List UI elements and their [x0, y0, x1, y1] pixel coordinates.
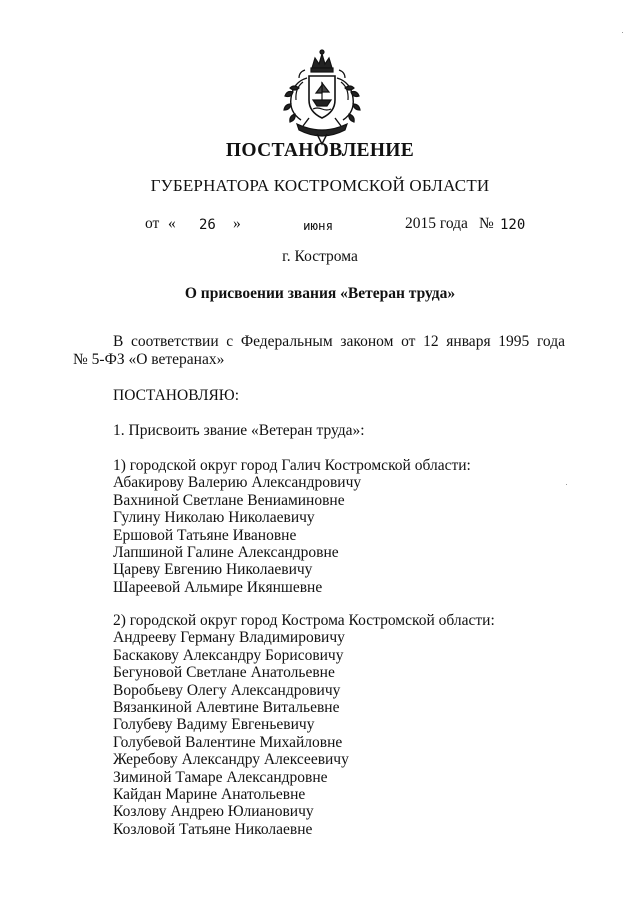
document-subtitle: ГУБЕРНАТОРА КОСТРОМСКОЙ ОБЛАСТИ [150, 176, 490, 195]
date-from-label: от [145, 215, 160, 232]
list-item: Абакирову Валерию Александровичу [113, 474, 362, 492]
section-heading: 1) городской округ город Галич Костромской области: [113, 457, 471, 474]
list-item: Жеребову Александру Алексеевичу [113, 751, 349, 769]
clause-1: 1. Присвоить звание «Ветеран труда»: [113, 422, 365, 439]
scan-speck [566, 484, 567, 485]
list-item: Вахниной Светлане Вениаминовне [113, 491, 345, 509]
list-item: Воробьеву Олегу Александровичу [113, 681, 341, 699]
date-month: июня [303, 218, 334, 233]
scan-speck [622, 32, 623, 33]
list-item: Шареевой Альмире Икяншевне [113, 578, 323, 596]
section-2-list [113, 612, 495, 838]
list-item: Гулину Николаю Николаевичу [113, 509, 315, 527]
document-number: 120 [500, 217, 526, 233]
preamble-line-2: № 5-ФЗ «О ветеранах» [73, 351, 225, 368]
list-item: Голубевой Валентине Михайловне [113, 733, 343, 751]
list-item: Цареву Евгению Николаевичу [113, 561, 313, 579]
city-name: г. Кострома [282, 248, 358, 265]
document-title: ПОСТАНОВЛЕНИЕ [225, 140, 415, 161]
list-item: Кайдан Марине Анатольевне [113, 786, 306, 804]
list-item: Лапшиной Галине Александровне [113, 544, 339, 562]
list-item: Баскакову Александру Борисовичу [113, 646, 344, 664]
list-item: Ершовой Татьяне Ивановне [113, 526, 297, 544]
decree-word: ПОСТАНОВЛЯЮ: [113, 387, 240, 404]
date-day: 26 [199, 217, 216, 233]
list-item: Голубеву Вадиму Евгеньевичу [113, 716, 315, 734]
number-label: № [479, 215, 494, 232]
list-item: Зиминой Тамаре Александровне [113, 768, 328, 786]
section-1-list [113, 457, 471, 596]
date-close-quote: » [233, 215, 241, 232]
section-heading: 2) городской округ город Кострома Костромской области: [113, 612, 495, 629]
list-item: Козлову Андрею Юлиановичу [113, 803, 314, 821]
date-open-quote: « [168, 215, 176, 232]
list-item: Андрееву Герману Владимировичу [113, 629, 345, 647]
list-item: Козловой Татьяне Николаевне [113, 820, 313, 838]
list-item: Вязанкиной Алевтине Витальевне [113, 699, 340, 717]
subject-heading: О присвоении звания «Ветеран труда» [184, 285, 456, 302]
preamble-line-1: В соответствии с Федеральным законом от 12 января 1995 года [113, 333, 565, 350]
preamble-paragraph [73, 333, 565, 369]
date-year: 2015 года [405, 215, 468, 232]
list-item: Бегуновой Светлане Анатольевне [113, 664, 335, 682]
kostroma-coat-of-arms-icon [279, 48, 365, 148]
